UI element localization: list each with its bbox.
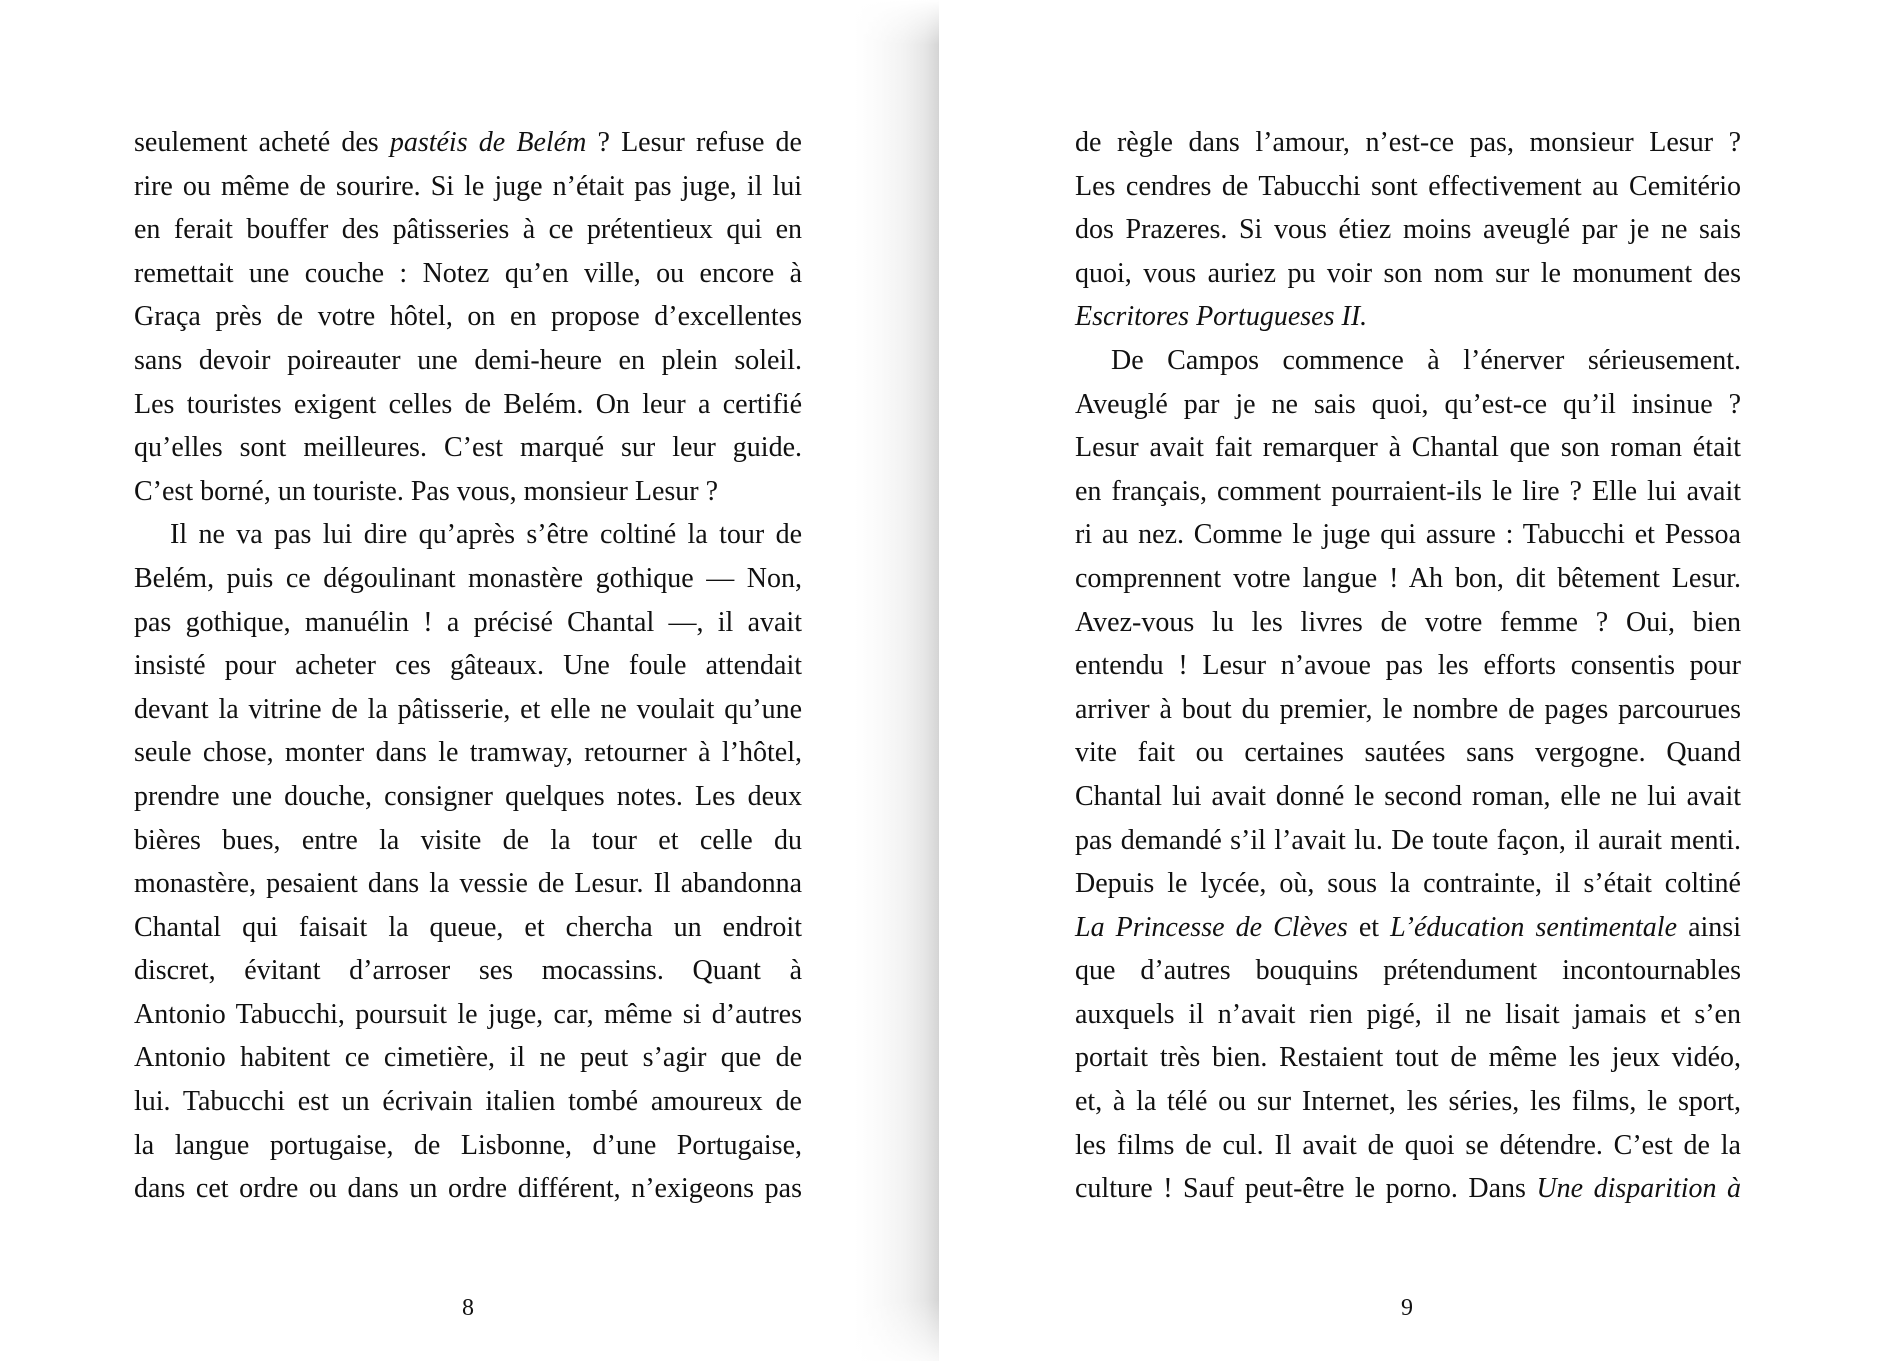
text-line xyxy=(134,165,802,209)
body-text: De Campos commence à l’énerver sérieusement. xyxy=(1111,344,1741,376)
body-text: Il ne va pas lui dire qu’après s’être coltiné la tour de xyxy=(170,519,802,551)
body-text: Antonio Tabucchi, poursuit le juge, car, même si d’autres xyxy=(134,998,802,1030)
body-text: Depuis le lycée, où, sous la contrainte, il s’était coltiné xyxy=(1075,868,1741,900)
body-text: rire ou même de sourire. Si le juge n’était pas juge, il lui xyxy=(134,170,802,202)
body-text: ri au nez. Comme le juge qui assure : Tabucchi et Pessoa xyxy=(1075,519,1741,551)
body-text: la langue portugaise, de Lisbonne, d’une Portugaise, xyxy=(134,1129,802,1161)
text-line xyxy=(134,339,802,383)
body-text: culture ! Sauf peut-être le porno. Dans xyxy=(1075,1173,1537,1205)
body-text: en français, comment pourraient-ils le lire ? Elle lui avait xyxy=(1075,475,1741,507)
text-line xyxy=(134,513,802,557)
text-line xyxy=(1075,383,1741,427)
italic-title-text: Une disparition à xyxy=(1536,1173,1742,1205)
text-line xyxy=(1075,993,1741,1037)
body-text: sans devoir poireauter une demi-heure en plein soleil. xyxy=(134,344,802,376)
body-text: auxquels il n’avait rien pigé, il ne lisait jamais et s’en xyxy=(1075,998,1741,1030)
right-page-text xyxy=(1075,121,1741,1211)
text-line xyxy=(134,1167,802,1211)
text-line xyxy=(1075,121,1741,165)
text-line xyxy=(134,1036,802,1080)
text-line xyxy=(1075,295,1741,339)
text-line xyxy=(1075,470,1741,514)
body-text: portait très bien. Restaient tout de même les jeux vidéo, xyxy=(1075,1042,1741,1074)
body-text: que d’autres bouquins prétendument incontournables xyxy=(1075,955,1741,987)
text-line xyxy=(1075,1080,1741,1124)
text-line xyxy=(134,731,802,775)
text-line xyxy=(1075,906,1741,950)
body-text: dans cet ordre ou dans un ordre différent, n’exigeons pas xyxy=(134,1173,802,1205)
body-text: Les touristes exigent celles de Belém. On leur a certifié xyxy=(134,388,802,420)
text-line xyxy=(134,775,802,819)
body-text: ainsi xyxy=(1677,911,1741,943)
body-text: dos Prazeres. Si vous étiez moins aveuglé par je ne sais xyxy=(1075,214,1741,246)
body-text: Aveuglé par je ne sais quoi, qu’est-ce qu’il insinue ? xyxy=(1075,388,1741,420)
body-text: remettait une couche : Notez qu’en ville, ou encore à xyxy=(134,257,802,289)
text-line xyxy=(134,1124,802,1168)
body-text: prendre une douche, consigner quelques notes. Les deux xyxy=(134,780,802,812)
text-line xyxy=(134,383,802,427)
text-line xyxy=(1075,252,1741,296)
text-line xyxy=(1075,513,1741,557)
body-text: arriver à bout du premier, le nombre de pages parcourues xyxy=(1075,693,1741,725)
text-line xyxy=(134,819,802,863)
body-text: discret, évitant d’arroser ses mocassins. Quant à xyxy=(134,955,802,987)
left-page-text xyxy=(134,121,802,1211)
body-text: comprennent votre langue ! Ah bon, dit bêtement Lesur. xyxy=(1075,562,1741,594)
body-text: Graça près de votre hôtel, on en propose d’excellentes xyxy=(134,301,802,333)
text-line xyxy=(134,121,802,165)
text-line xyxy=(1075,775,1741,819)
text-line xyxy=(134,688,802,732)
body-text: et, à la télé ou sur Internet, les séries, les films, le sport, xyxy=(1075,1086,1741,1118)
body-text: vite fait ou certaines sautées sans vergogne. Quand xyxy=(1075,737,1741,769)
body-text: en ferait bouffer des pâtisseries à ce prétentieux qui en xyxy=(134,214,802,246)
body-text: seulement acheté des xyxy=(134,127,390,158)
body-text: Chantal lui avait donné le second roman, elle ne lui avait xyxy=(1075,780,1741,812)
right-page[interactable] xyxy=(939,0,1878,1361)
text-line xyxy=(134,862,802,906)
text-line xyxy=(134,949,802,993)
body-text: Les cendres de Tabucchi sont effectivement au Cemitério xyxy=(1075,170,1741,202)
italic-title-text: pastéis de Belém xyxy=(389,127,587,158)
text-line xyxy=(1075,819,1741,863)
text-line xyxy=(134,295,802,339)
body-text: Belém, puis ce dégoulinant monastère gothique — Non, xyxy=(134,562,802,594)
italic-title-text: L’éducation sentimentale xyxy=(1390,911,1678,943)
text-line xyxy=(134,208,802,252)
text-line xyxy=(1075,688,1741,732)
text-line xyxy=(1075,1167,1741,1211)
body-text: monastère, pesaient dans la vessie de Lesur. Il abandonna xyxy=(134,868,802,900)
text-line xyxy=(134,252,802,296)
body-text: lui. Tabucchi est un écrivain italien tombé amoureux de xyxy=(134,1086,802,1118)
body-text: qu’elles sont meilleures. C’est marqué sur leur guide. xyxy=(134,432,802,464)
body-text: pas demandé s’il l’avait lu. De toute façon, il aurait menti. xyxy=(1075,824,1741,856)
body-text: Lesur avait fait remarquer à Chantal que son roman était xyxy=(1075,432,1741,464)
body-text: C’est borné, un touriste. Pas vous, monsieur Lesur ? xyxy=(134,475,719,507)
body-text: pas gothique, manuélin ! a précisé Chantal —, il avait xyxy=(134,606,802,638)
text-line xyxy=(1075,731,1741,775)
text-line xyxy=(1075,862,1741,906)
text-line xyxy=(1075,1124,1741,1168)
body-text: insisté pour acheter ces gâteaux. Une foule attendait xyxy=(134,650,802,682)
text-line xyxy=(134,993,802,1037)
text-line xyxy=(134,557,802,601)
text-line xyxy=(1075,601,1741,645)
text-line xyxy=(134,644,802,688)
text-line xyxy=(1075,339,1741,383)
body-text: Chantal qui faisait la queue, et chercha un endroit xyxy=(134,911,802,943)
body-text: quoi, vous auriez pu voir son nom sur le monument des xyxy=(1075,257,1741,289)
text-line xyxy=(134,601,802,645)
body-text: seule chose, monter dans le tramway, retourner à l’hôtel, xyxy=(134,737,802,769)
body-text: bières bues, entre la visite de la tour et celle du xyxy=(134,824,802,856)
body-text: Avez-vous lu les livres de votre femme ? Oui, bien xyxy=(1075,606,1741,638)
text-line xyxy=(1075,949,1741,993)
body-text: Antonio habitent ce cimetière, il ne peut s’agir que de xyxy=(134,1042,802,1074)
body-text: ? Lesur refuse de xyxy=(586,127,802,158)
body-text: entendu ! Lesur n’avoue pas les efforts consentis pour xyxy=(1075,650,1741,682)
text-line xyxy=(134,906,802,950)
body-text: et xyxy=(1347,911,1391,943)
text-line xyxy=(134,470,802,514)
left-page-number: 8 xyxy=(462,1295,474,1321)
text-line xyxy=(1075,208,1741,252)
text-line xyxy=(1075,426,1741,470)
text-line xyxy=(134,1080,802,1124)
italic-title-text: Escritores Portugueses II. xyxy=(1075,301,1368,333)
text-line xyxy=(134,426,802,470)
text-line xyxy=(1075,1036,1741,1080)
body-text: devant la vitrine de la pâtisserie, et elle ne voulait qu’une xyxy=(134,693,802,725)
text-line xyxy=(1075,165,1741,209)
body-text: de règle dans l’amour, n’est-ce pas, monsieur Lesur ? xyxy=(1075,127,1741,158)
italic-title-text: La Princesse de Clèves xyxy=(1075,911,1348,943)
text-line xyxy=(1075,557,1741,601)
body-text: les films de cul. Il avait de quoi se détendre. C’est de la xyxy=(1075,1129,1741,1161)
right-page-number: 9 xyxy=(1401,1295,1413,1321)
text-line xyxy=(1075,644,1741,688)
